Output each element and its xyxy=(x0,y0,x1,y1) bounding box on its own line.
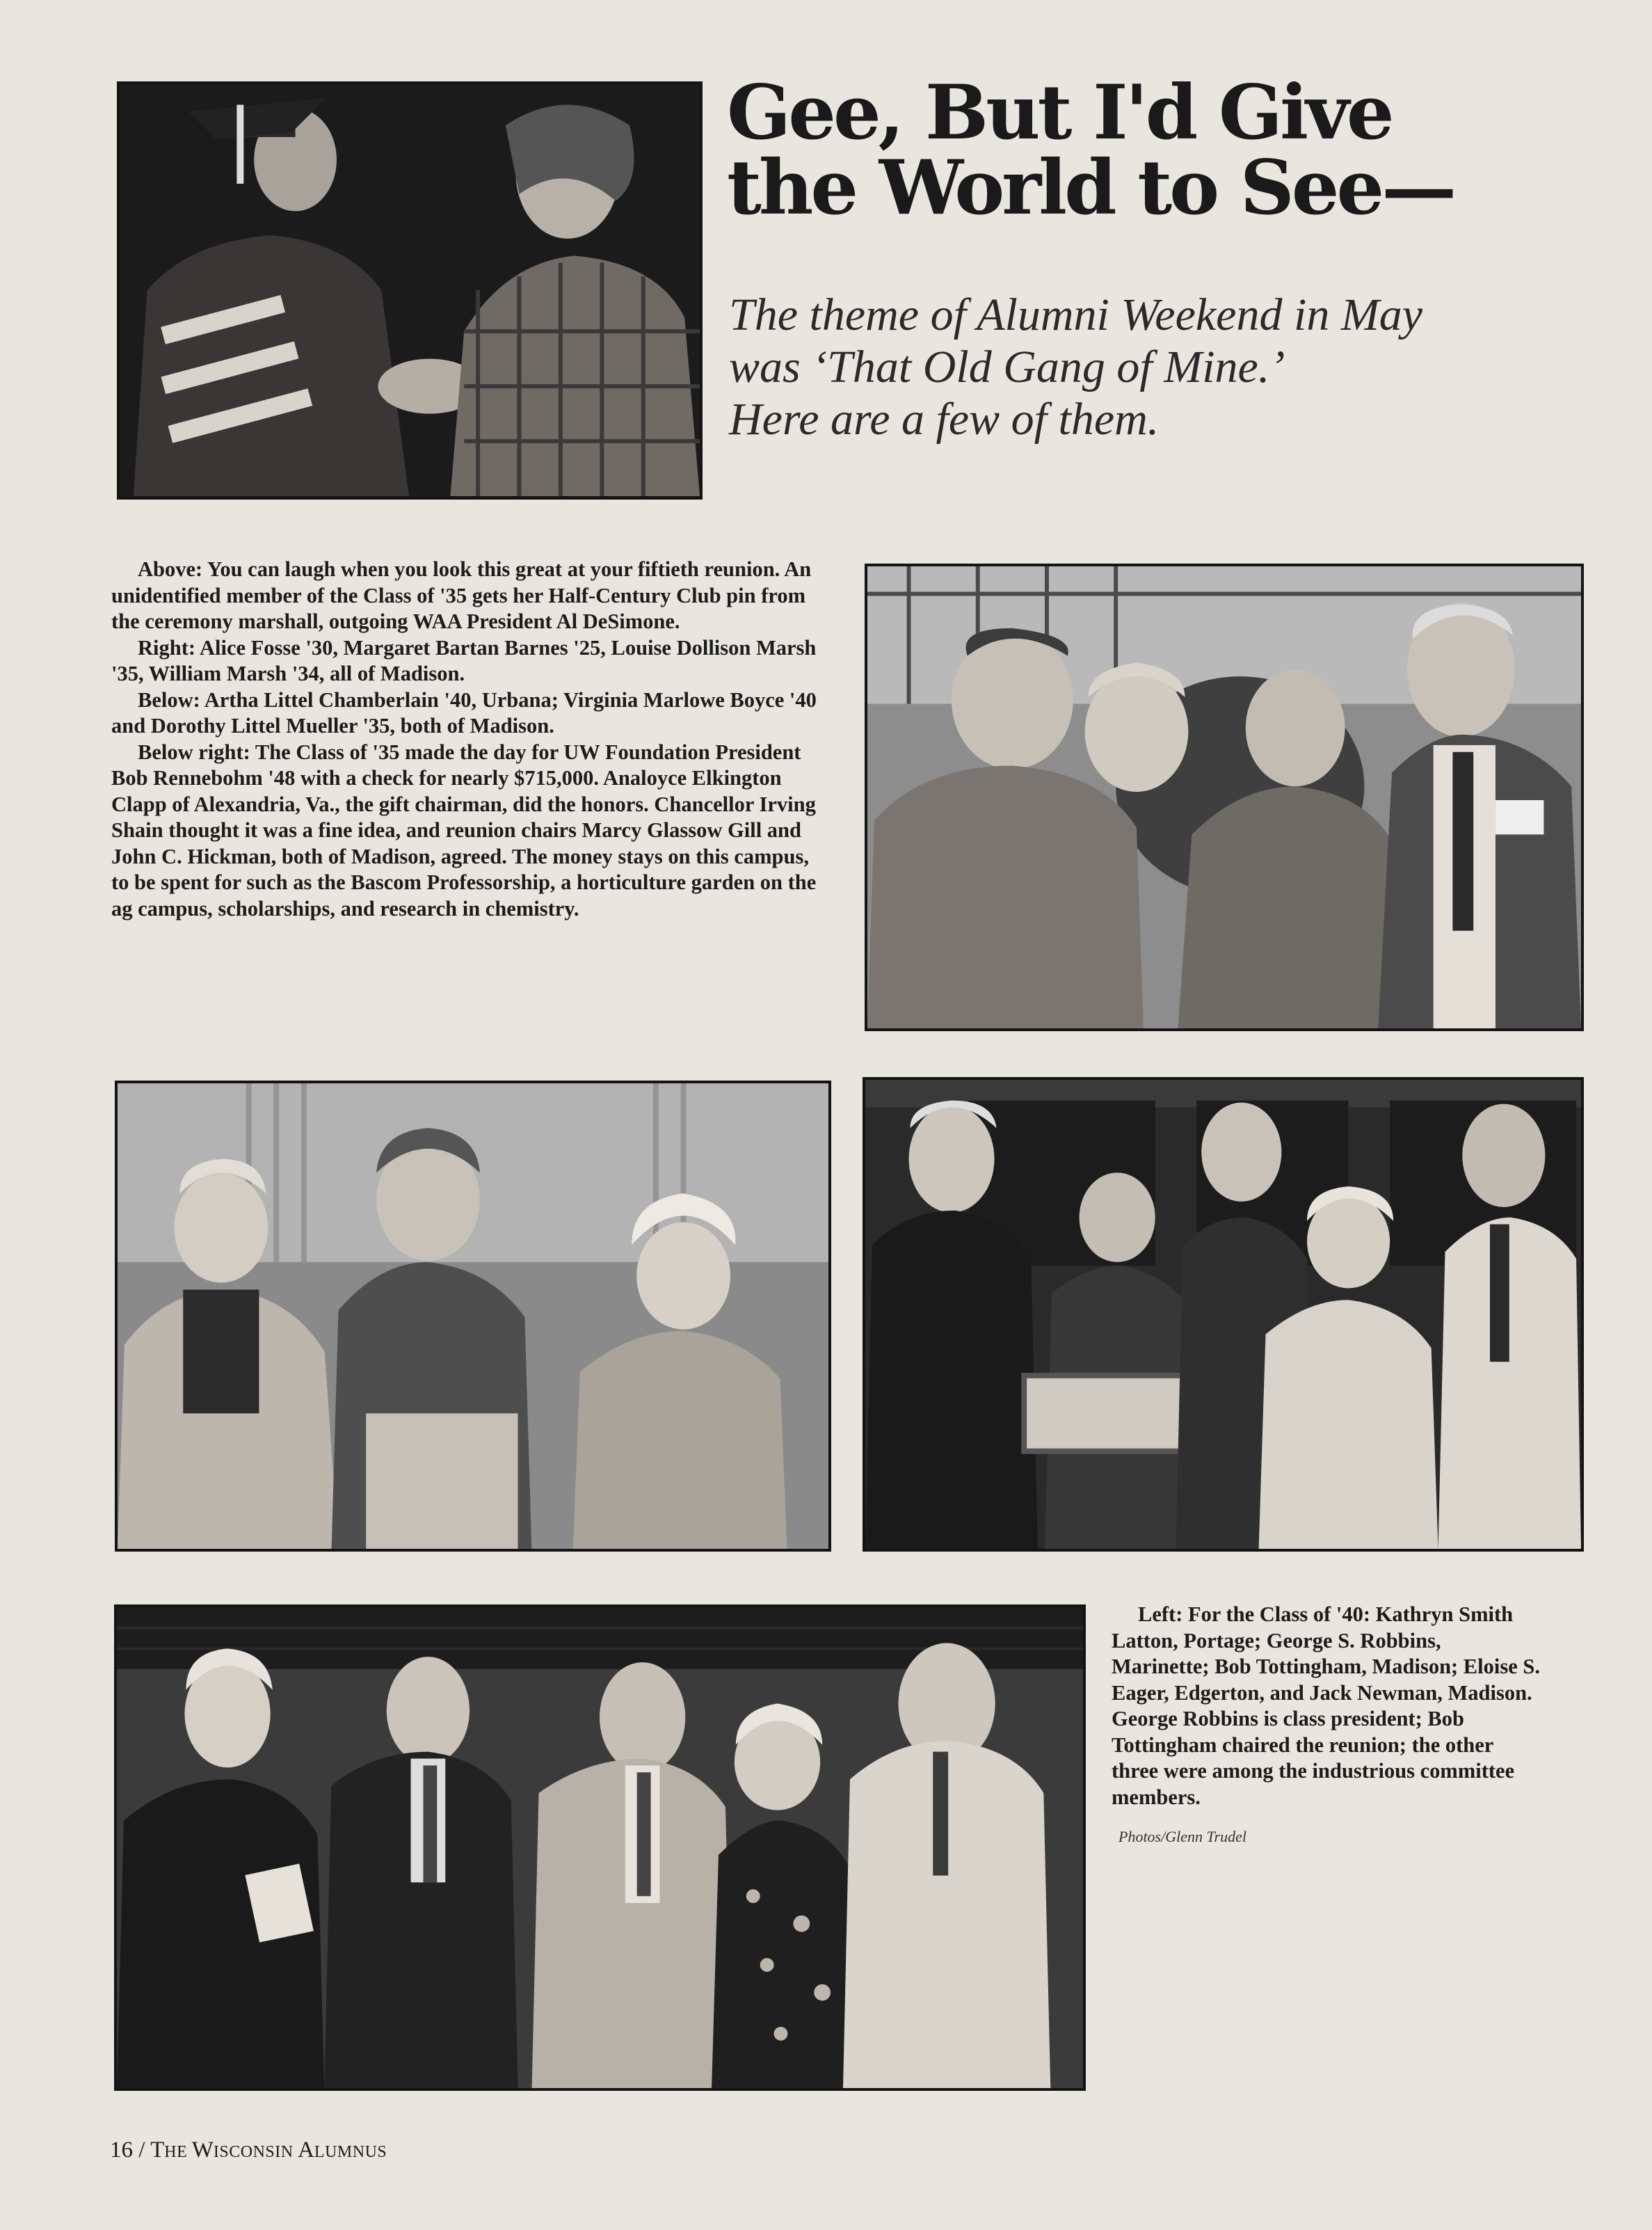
photo-three-women xyxy=(115,1081,831,1552)
page-folio xyxy=(110,2137,387,2163)
headline-line-2: the World to See— xyxy=(727,144,1454,232)
photo-three-women-image xyxy=(118,1083,828,1549)
deck-line-3: Here are a few of them. xyxy=(729,394,1160,445)
photo-four-alumni-image xyxy=(867,566,1581,1028)
photo-four-alumni xyxy=(865,564,1584,1031)
photo-class-of-40-image xyxy=(117,1607,1083,2088)
deck-subtitle xyxy=(729,289,1564,446)
headline xyxy=(727,69,1596,232)
caption-class-of-40 xyxy=(1112,1602,1543,1810)
caption-main xyxy=(111,557,821,922)
headline-line-1: Gee, But I'd Give xyxy=(727,69,1392,157)
folio-page: 16 / T xyxy=(110,2137,165,2163)
caption-below-right: Below right: The Class of '35 made the day for UW Foundation President Bob Rennebohm '48 with a check for nearly $715,000. Analoyce Elkington Clapp of Alexandria, Va., the gift chairman, did the honors. Chancellor Irving Shain thought it was a fine idea, and reunion chairs Marcy Glassow Gill and John C. Hickman, both of Madison, agreed. The money stays on this campus, to be spent for such as the Bascom Professorship, a horticulture garden on the ag campus, scholarships, and research in chemistry. xyxy=(111,740,817,921)
photo-check-presentation-image xyxy=(865,1080,1581,1549)
folio-part-3: LUMNUS xyxy=(314,2143,387,2161)
photo-check-presentation xyxy=(863,1077,1584,1552)
caption-above: Above: You can laugh when you look this great at your fiftieth reunion. An unidentified member of the Class of '35 gets her Half-Century Club pin from the ceremony marshall, outgoing WAA President Al DeSimone. xyxy=(111,557,812,633)
caption-left: Left: For the Class of '40: Kathryn Smith Latton, Portage; George S. Robbins, Marinette; Bob Tottingham, Madison; Eloise S. Eager, Edgerton, and Jack Newman, Madison. George Robbins is class president; Bob Tottingham chaired the reunion; the other three were among the industrious committee members. xyxy=(1112,1602,1540,1809)
photo-credit: Photos/Glenn Trudel xyxy=(1118,1828,1246,1845)
folio-part-1: HE xyxy=(164,2143,192,2161)
caption-below: Below: Artha Littel Chamberlain '40, Urbana; Virginia Marlowe Boyce '40 and Dorothy Littel Mueller '35, both of Madison. xyxy=(111,687,817,738)
photo-pin-ceremony xyxy=(117,81,703,500)
folio-w: W xyxy=(191,2137,214,2163)
caption-right: Right: Alice Fosse '30, Margaret Bartan Barnes '25, Louise Dollison Marsh '35, William Marsh '34, all of Madison. xyxy=(111,635,817,685)
deck-line-2: was ‘That Old Gang of Mine.’ xyxy=(729,342,1285,393)
photo-pin-ceremony-image xyxy=(120,84,700,497)
folio-part-2: ISCONSIN xyxy=(213,2143,298,2161)
photo-class-of-40 xyxy=(114,1604,1086,2091)
deck-line-1: The theme of Alumni Weekend in May xyxy=(729,289,1423,340)
folio-a: A xyxy=(298,2137,314,2163)
